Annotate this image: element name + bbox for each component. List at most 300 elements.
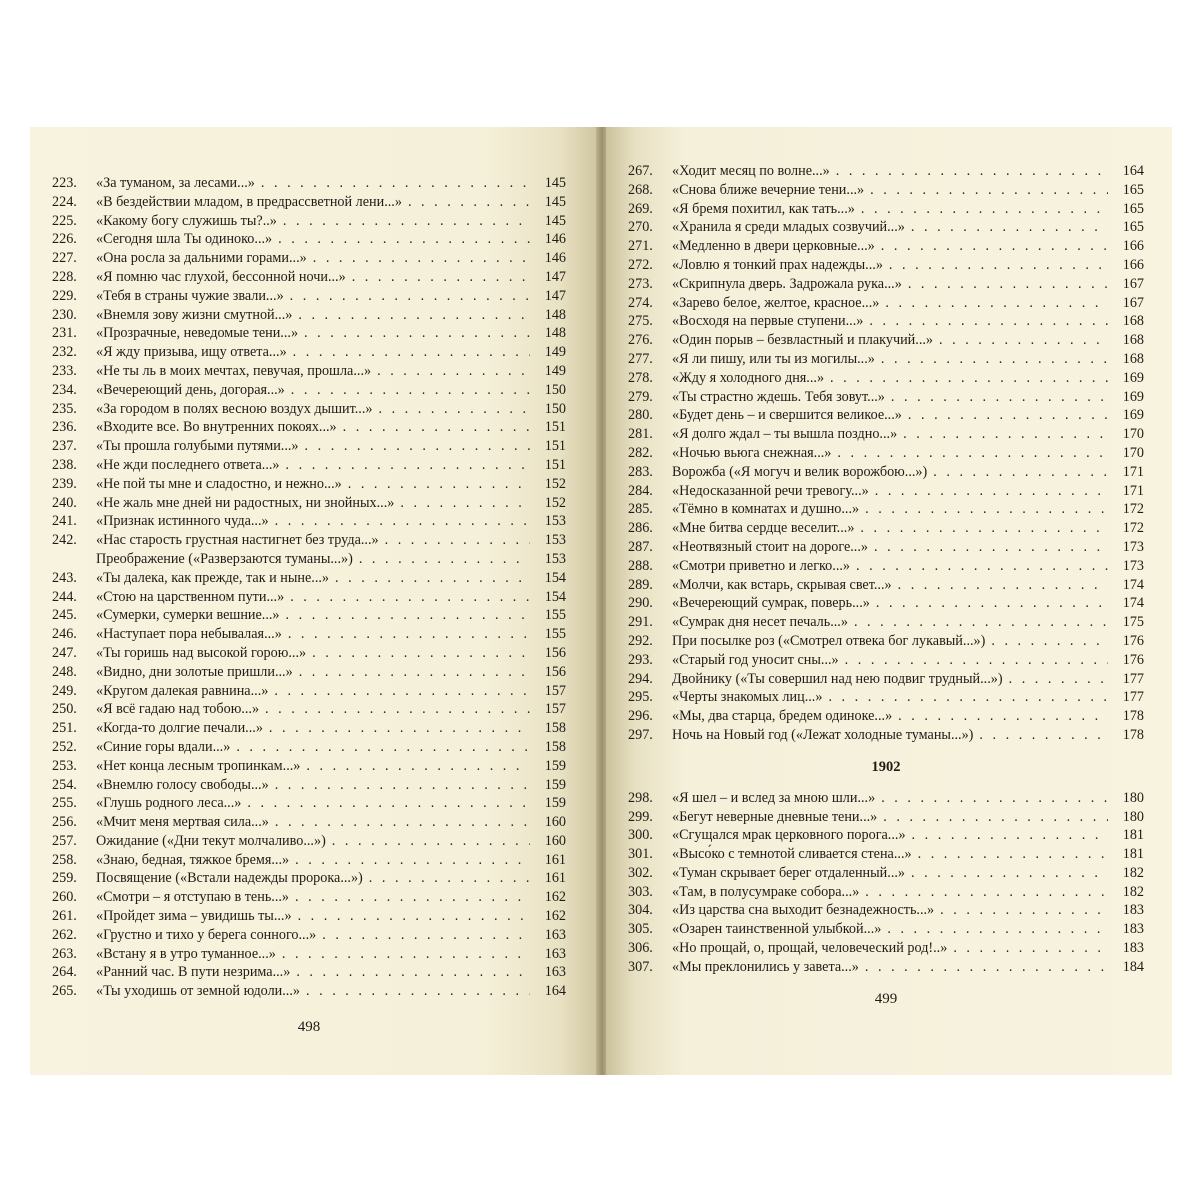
contents-entry — [52, 682, 566, 701]
entry-number: 276. — [628, 332, 653, 349]
entry-page: 150 — [544, 400, 566, 417]
contents-entry — [52, 437, 566, 456]
dot-leader — [1009, 670, 1108, 689]
entry-number: 239. — [52, 475, 77, 492]
entry-number: 263. — [52, 945, 77, 962]
entry-number: 268. — [628, 181, 653, 198]
entry-title: «Ты далека, как прежде, так и ныне...» — [96, 569, 330, 586]
entry-title: «Молчи, как встарь, скрывая свет...» — [672, 576, 892, 593]
entry-page: 167 — [1122, 294, 1144, 311]
entry-title: «Тебя в страны чужие звали...» — [96, 287, 284, 304]
dot-leader — [275, 776, 530, 795]
entry-title: «Наступает пора небывалая...» — [96, 626, 282, 643]
dot-leader — [933, 463, 1108, 482]
entry-title: «В бездействии младом, в предрассветной лени...» — [96, 193, 402, 210]
dot-leader — [898, 576, 1108, 595]
dot-leader — [305, 437, 530, 456]
dot-leader — [856, 557, 1108, 576]
entry-title: «Восходя на первые ступени...» — [672, 313, 864, 330]
entry-title: «Старый год уносит сны...» — [672, 651, 839, 668]
entry-title: «Мы, два старца, бредем одиноке...» — [672, 708, 893, 725]
dot-leader — [911, 218, 1108, 237]
entry-number: 258. — [52, 851, 77, 868]
entry-page: 151 — [544, 419, 566, 436]
entry-title: «Стою на царственном пути...» — [96, 588, 285, 605]
entry-number: 226. — [52, 231, 77, 248]
entry-page: 165 — [1122, 181, 1144, 198]
entry-title: «Внемлю голосу свободы...» — [96, 776, 269, 793]
entry-number: 279. — [628, 388, 653, 405]
entry-page: 157 — [544, 701, 566, 718]
entry-title: При посылке роз («Смотрел отвека бог лукавый...») — [672, 632, 986, 649]
entry-title: «Я всё гадаю над тобою...» — [96, 701, 260, 718]
entry-page: 161 — [544, 851, 566, 868]
contents-entry — [52, 663, 566, 682]
entry-title: «Ты горишь над высокой горою...» — [96, 644, 307, 661]
entry-page: 153 — [544, 532, 566, 549]
dot-leader — [911, 864, 1108, 883]
entry-page: 158 — [544, 738, 566, 755]
entry-title: «Недосказанной речи тревогу...» — [672, 482, 869, 499]
entry-page: 177 — [1122, 689, 1144, 706]
page-number: 499 — [874, 990, 898, 1007]
entry-title: «Жду я холодного дня...» — [672, 369, 825, 386]
dot-leader — [298, 306, 530, 325]
contents-entry — [628, 808, 1144, 827]
entry-title: «Сумерки, сумерки вешние...» — [96, 607, 280, 624]
entry-number: 259. — [52, 870, 77, 887]
entry-title: «Грустно и тихо у берега сонного...» — [96, 926, 317, 943]
dot-leader — [288, 625, 530, 644]
contents-entry — [52, 757, 566, 776]
entry-title: Двойнику («Ты совершил над нею подвиг трудный...») — [672, 670, 1003, 687]
dot-leader — [828, 688, 1108, 707]
dot-leader — [991, 632, 1108, 651]
entry-number: 297. — [628, 726, 653, 743]
entry-number: 301. — [628, 846, 653, 863]
contents-entry — [52, 588, 566, 607]
entry-page: 178 — [1122, 726, 1144, 743]
entry-page: 148 — [544, 306, 566, 323]
entry-page: 183 — [1122, 921, 1144, 938]
dot-leader — [865, 500, 1108, 519]
entry-number: 242. — [52, 532, 77, 549]
dot-leader — [313, 249, 530, 268]
dot-leader — [306, 757, 530, 776]
contents-entry — [628, 162, 1144, 181]
dot-leader — [335, 569, 530, 588]
entry-title: «Ты страстно ждешь. Тебя зовут...» — [672, 388, 885, 405]
entry-title: «Туман скрывает берег отдаленный...» — [672, 864, 906, 881]
contents-entry — [628, 463, 1144, 482]
dot-leader — [881, 789, 1108, 808]
entry-number: 275. — [628, 313, 653, 330]
dot-leader — [293, 343, 530, 362]
entry-title: «Смотри – я отступаю в тень...» — [96, 889, 290, 906]
dot-leader — [290, 287, 530, 306]
entry-page: 159 — [544, 757, 566, 774]
entry-number: 243. — [52, 569, 77, 586]
entry-number: 285. — [628, 501, 653, 518]
entry-number: 236. — [52, 419, 77, 436]
dot-leader — [261, 174, 530, 193]
dot-leader — [874, 538, 1108, 557]
entry-title: «Ранний час. В пути незрима...» — [96, 964, 291, 981]
contents-entry — [628, 350, 1144, 369]
contents-entry — [52, 644, 566, 663]
entry-number: 223. — [52, 175, 77, 191]
dot-leader — [290, 588, 530, 607]
entry-number: 304. — [628, 902, 653, 919]
contents-entry — [52, 700, 566, 719]
entry-page: 146 — [544, 231, 566, 248]
entry-page: 174 — [1122, 576, 1144, 593]
dot-leader — [881, 237, 1108, 256]
entry-page: 171 — [1122, 482, 1144, 499]
entry-title: Преображение («Разверзаются туманы...») — [96, 550, 353, 567]
entry-page: 169 — [1122, 388, 1144, 405]
dot-leader — [378, 400, 530, 419]
entry-number: 257. — [52, 832, 77, 849]
entry-title: «Не пой ты мне и сладостно, и нежно...» — [96, 475, 342, 492]
entry-number: 250. — [52, 701, 77, 718]
entry-number: 245. — [52, 607, 77, 624]
contents-entry — [52, 888, 566, 907]
entry-number: 286. — [628, 520, 653, 537]
dot-leader — [940, 901, 1108, 920]
contents-entry — [52, 306, 566, 325]
entry-number: 287. — [628, 538, 653, 555]
contents-entry — [628, 181, 1144, 200]
entry-title: «Один порыв – безвластный и плакучий...» — [672, 332, 934, 349]
entry-page: 151 — [544, 456, 566, 473]
entry-page: 169 — [1122, 407, 1144, 424]
entry-page: 168 — [1122, 332, 1144, 349]
entry-number: 227. — [52, 250, 77, 267]
contents-entry — [52, 569, 566, 588]
dot-leader — [369, 869, 530, 888]
entry-page: 170 — [1122, 444, 1144, 461]
entry-title: «Знаю, бедная, тяжкое бремя...» — [96, 851, 290, 868]
dot-leader — [322, 926, 530, 945]
contents-entry — [52, 230, 566, 249]
dot-leader — [912, 826, 1108, 845]
entry-number: 293. — [628, 651, 653, 668]
contents-entry — [628, 500, 1144, 519]
entry-number: 234. — [52, 381, 77, 398]
entry-title: «Вечереющий день, догорая...» — [96, 381, 285, 398]
entry-page: 148 — [544, 325, 566, 342]
dot-leader — [283, 212, 530, 231]
contents-entry — [52, 832, 566, 851]
contents-entry — [628, 632, 1144, 651]
entry-title: «Синие горы вдали...» — [96, 738, 231, 755]
dot-leader — [286, 606, 530, 625]
contents-entry — [52, 550, 566, 569]
entry-page: 163 — [544, 964, 566, 981]
entry-page: 164 — [544, 983, 566, 1000]
dot-leader — [885, 294, 1108, 313]
dot-leader — [275, 813, 530, 832]
entry-title: «Я помню час глухой, бессонной ночи...» — [96, 268, 346, 285]
entry-page: 180 — [1122, 808, 1144, 825]
section-heading: 1902 — [871, 758, 901, 775]
left-page — [30, 127, 598, 1075]
entry-page: 156 — [544, 644, 566, 661]
contents-entry — [628, 726, 1144, 745]
entry-number: 295. — [628, 689, 653, 706]
entry-title: «Будет день – и свершится великое...» — [672, 407, 902, 424]
contents-entry — [628, 826, 1144, 845]
entry-page: 152 — [544, 494, 566, 511]
entry-title: «Сумрак дня несет печаль...» — [672, 614, 848, 631]
contents-entry — [628, 538, 1144, 557]
entry-number: 233. — [52, 362, 77, 379]
entry-title: «Пройдет зима – увидишь ты...» — [96, 908, 292, 925]
dot-leader — [869, 312, 1108, 331]
entry-title: «Я бремя похитил, как тать...» — [672, 200, 855, 217]
contents-entry — [628, 958, 1144, 977]
dot-leader — [385, 531, 530, 550]
entry-page: 159 — [544, 795, 566, 812]
dot-leader — [295, 851, 530, 870]
dot-leader — [887, 920, 1108, 939]
dot-leader — [845, 651, 1108, 670]
entry-page: 182 — [1122, 864, 1144, 881]
entry-title: «Мы преклонились у завета...» — [672, 958, 859, 975]
entry-title: «Когда-то долгие печали...» — [96, 720, 263, 737]
entry-number: 256. — [52, 814, 77, 831]
entry-page: 163 — [544, 926, 566, 943]
dot-leader — [282, 945, 530, 964]
dot-leader — [247, 794, 530, 813]
entry-number: 261. — [52, 908, 77, 925]
dot-leader — [903, 425, 1108, 444]
entry-title: «Видно, дни золотые пришли...» — [96, 663, 293, 680]
contents-entry — [628, 901, 1144, 920]
contents-entry — [52, 174, 566, 193]
entry-title: «Черты знакомых лиц...» — [672, 689, 823, 706]
entry-page: 167 — [1122, 275, 1144, 292]
dot-leader — [860, 519, 1108, 538]
entry-page: 155 — [544, 607, 566, 624]
dot-leader — [304, 324, 530, 343]
contents-list-left — [52, 174, 566, 1001]
entry-number: 247. — [52, 644, 77, 661]
entry-number: 246. — [52, 626, 77, 643]
entry-page: 173 — [1122, 557, 1144, 574]
entry-page: 164 — [1122, 163, 1144, 179]
entry-title: «Сегодня шла Ты одиноко...» — [96, 231, 273, 248]
entry-number: 274. — [628, 294, 653, 311]
contents-entry — [628, 576, 1144, 595]
entry-title: «Внемля зову жизни смутной...» — [96, 306, 293, 323]
contents-entry — [52, 606, 566, 625]
dot-leader — [348, 475, 530, 494]
entry-number: 262. — [52, 926, 77, 943]
entry-page: 162 — [544, 889, 566, 906]
entry-page: 183 — [1122, 902, 1144, 919]
dot-leader — [854, 613, 1108, 632]
entry-number: 283. — [628, 463, 653, 480]
entry-number: 299. — [628, 808, 653, 825]
entry-page: 160 — [544, 832, 566, 849]
contents-entry — [628, 425, 1144, 444]
dot-leader — [865, 883, 1108, 902]
entry-page: 161 — [544, 870, 566, 887]
entry-title: «Снова ближе вечерние тени...» — [672, 181, 865, 198]
entry-number: 253. — [52, 757, 77, 774]
entry-number: 264. — [52, 964, 77, 981]
entry-title: «Но прощай, о, прощай, человеческий род!..» — [672, 940, 948, 957]
entry-title: «Я ли пишу, или ты из могилы...» — [672, 350, 875, 367]
entry-title: «Хранила я среди младых созвучий...» — [672, 219, 905, 236]
entry-number: 291. — [628, 614, 653, 631]
page-number: 498 — [297, 1019, 321, 1036]
contents-entry — [52, 456, 566, 475]
dot-leader — [359, 550, 530, 569]
entry-number: 238. — [52, 456, 77, 473]
dot-leader — [979, 726, 1108, 745]
contents-entry — [52, 494, 566, 513]
dot-leader — [332, 832, 530, 851]
contents-entry — [52, 193, 566, 212]
entry-title: «Вечереющий сумрак, поверь...» — [672, 595, 870, 612]
entry-number: 271. — [628, 238, 653, 255]
entry-number: 300. — [628, 827, 653, 844]
entry-number: 296. — [628, 708, 653, 725]
contents-entry — [628, 388, 1144, 407]
entry-page: 154 — [544, 588, 566, 605]
entry-title: Ворожба («Я могуч и велик ворожбою...») — [672, 463, 928, 480]
entry-number: 288. — [628, 557, 653, 574]
entry-title: «Я долго ждал – ты вышла поздно...» — [672, 426, 898, 443]
entry-page: 145 — [544, 175, 566, 191]
entry-title: «Неотвязный стоит на дороге...» — [672, 538, 868, 555]
entry-title: «Признак истинного чуда...» — [96, 513, 269, 530]
entry-title: «Не жаль мне дней ни радостных, ни знойных...» — [96, 494, 395, 511]
dot-leader — [918, 845, 1108, 864]
entry-number: 307. — [628, 958, 653, 975]
entry-number: 229. — [52, 287, 77, 304]
entry-page: 178 — [1122, 708, 1144, 725]
entry-title: «Я шел – и вслед за мною шли...» — [672, 789, 876, 806]
entry-title: «Входите все. Во внутренних покоях...» — [96, 419, 337, 436]
dot-leader — [865, 958, 1108, 977]
entry-title: «Зарево белое, желтое, красное...» — [672, 294, 880, 311]
dot-leader — [274, 682, 530, 701]
contents-entry — [52, 249, 566, 268]
dot-leader — [861, 200, 1108, 219]
dot-leader — [269, 719, 530, 738]
entry-title: «Прозрачные, неведомые тени...» — [96, 325, 299, 342]
entry-number: 282. — [628, 444, 653, 461]
entry-number: 235. — [52, 400, 77, 417]
entry-title: «За туманом, за лесами...» — [96, 175, 255, 191]
contents-list-right-a — [628, 162, 1144, 745]
entry-number: 244. — [52, 588, 77, 605]
dot-leader — [908, 406, 1108, 425]
entry-number: 254. — [52, 776, 77, 793]
dot-leader — [343, 418, 530, 437]
entry-page: 154 — [544, 569, 566, 586]
entry-number: 298. — [628, 789, 653, 806]
dot-leader — [870, 181, 1108, 200]
entry-page: 181 — [1122, 846, 1144, 863]
entry-number: 294. — [628, 670, 653, 687]
entry-title: «Не жди последнего ответа...» — [96, 456, 280, 473]
entry-number: 265. — [52, 983, 77, 1000]
contents-entry — [628, 594, 1144, 613]
entry-page: 175 — [1122, 614, 1144, 631]
contents-entry — [628, 218, 1144, 237]
dot-leader — [830, 369, 1108, 388]
entry-page: 147 — [544, 287, 566, 304]
entry-page: 180 — [1122, 789, 1144, 806]
entry-title: «Там, в полусумраке собора...» — [672, 883, 860, 900]
entry-number: 224. — [52, 193, 77, 210]
contents-list-right-b — [628, 789, 1144, 977]
dot-leader — [291, 381, 530, 400]
contents-entry — [52, 738, 566, 757]
entry-page: 158 — [544, 720, 566, 737]
entry-number: 278. — [628, 369, 653, 386]
entry-page: 183 — [1122, 940, 1144, 957]
dot-leader — [953, 939, 1108, 958]
contents-entry — [52, 794, 566, 813]
contents-entry — [628, 613, 1144, 632]
entry-title: «Ловлю я тонкий прах надежды...» — [672, 256, 883, 273]
contents-entry — [52, 324, 566, 343]
entry-number: 277. — [628, 350, 653, 367]
entry-title: «Мчит меня мертвая сила...» — [96, 814, 269, 831]
dot-leader — [876, 594, 1108, 613]
entry-number: 260. — [52, 889, 77, 906]
contents-entry — [628, 557, 1144, 576]
dot-leader — [908, 275, 1108, 294]
entry-title: Ночь на Новый год («Лежат холодные туманы...») — [672, 726, 974, 743]
dot-leader — [400, 494, 530, 513]
entry-number: 241. — [52, 513, 77, 530]
dot-leader — [299, 663, 530, 682]
dot-leader — [889, 256, 1108, 275]
entry-page: 155 — [544, 626, 566, 643]
entry-page: 163 — [544, 945, 566, 962]
dot-leader — [306, 982, 530, 1001]
dot-leader — [295, 888, 530, 907]
entry-number: 237. — [52, 438, 77, 455]
entry-number: 232. — [52, 344, 77, 361]
entry-title: «Ты уходишь от земной юдоли...» — [96, 983, 300, 1000]
entry-number: 281. — [628, 426, 653, 443]
contents-entry — [52, 963, 566, 982]
entry-page: 166 — [1122, 256, 1144, 273]
entry-page: 173 — [1122, 538, 1144, 555]
contents-entry — [628, 519, 1144, 538]
dot-leader — [883, 808, 1108, 827]
entry-page: 157 — [544, 682, 566, 699]
contents-entry — [52, 776, 566, 795]
entry-number: 272. — [628, 256, 653, 273]
dot-leader — [275, 512, 530, 531]
entry-title: «Ночью вьюга снежная...» — [672, 444, 832, 461]
entry-number: 289. — [628, 576, 653, 593]
entry-title: «Медленно в двери церковные...» — [672, 238, 875, 255]
entry-page: 162 — [544, 908, 566, 925]
dot-leader — [891, 388, 1108, 407]
entry-title: «Из царства сна выходит безнадежность...» — [672, 902, 935, 919]
entry-title: «Высо́ко с темнотой сливается стена...» — [672, 846, 912, 863]
